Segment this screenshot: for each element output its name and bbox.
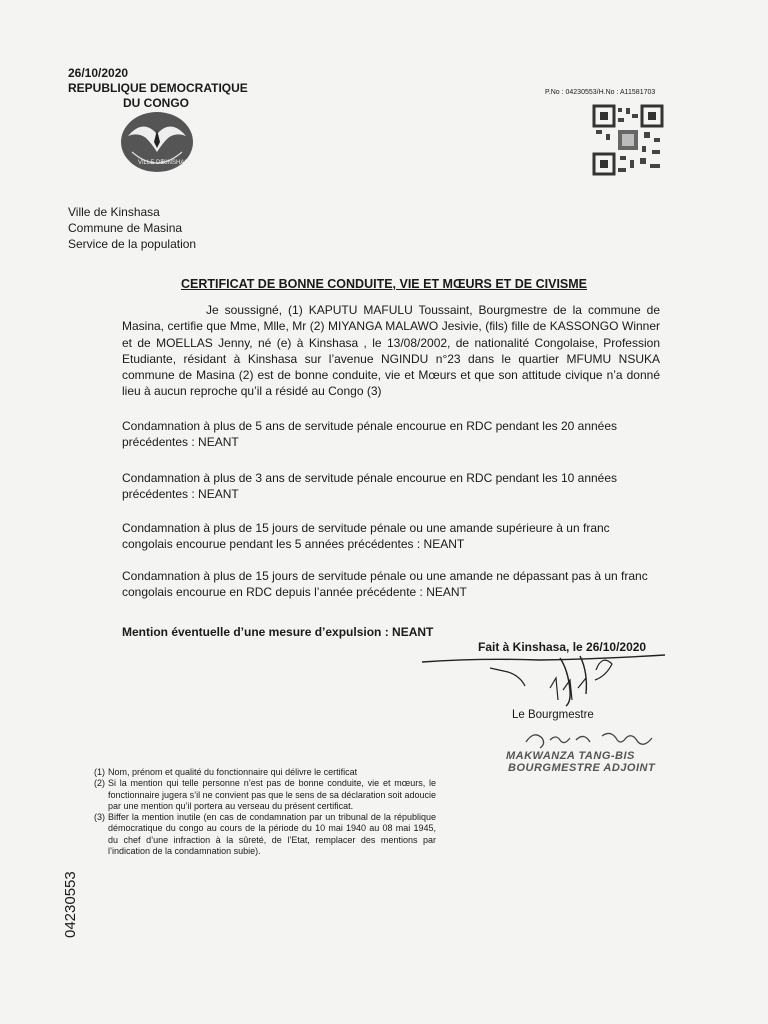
footnote-text: Si la mention qui telle personne n’est pas de bonne conduite, vie et mœurs, le fonctionnaire jugera s’il ne convient pas que le sens de sa déclaration soit adoucie par une mention qu’il portera au verseau du présent certificat.	[108, 778, 436, 811]
footnote-3	[94, 812, 436, 857]
handwritten-signature	[420, 650, 670, 710]
serial-number-block	[62, 838, 82, 938]
mayor-title: Le Bourgmestre	[512, 709, 594, 721]
svg-text:VILLE DE: VILLE DE	[138, 160, 165, 166]
footnote-number: (1)	[94, 767, 105, 777]
qr-code-icon	[592, 104, 664, 176]
stamp-name: MAKWANZA TANG-BIS	[506, 750, 635, 762]
certificate-body	[122, 302, 660, 400]
stamped-name-signature	[520, 726, 670, 750]
administration-block	[68, 204, 196, 252]
kinshasa-seal-icon	[118, 108, 196, 174]
country-name-line1: REPUBLIQUE DEMOCRATIQUE	[68, 81, 248, 95]
condemnation-3: Condamnation à plus de 15 jours de servitude pénale ou une amande supérieure à un franc congolais encourue pendant les 5 années précédentes : NEANT	[122, 521, 610, 551]
footnotes	[94, 767, 436, 857]
stamp-function: BOURGMESTRE ADJOINT	[508, 762, 656, 774]
country-name-line2: DU CONGO	[123, 96, 189, 110]
document-date: 26/10/2020	[68, 66, 129, 80]
place-and-date: Fait à Kinshasa, le 26/10/2020	[478, 640, 647, 654]
footnote-number: (2)	[94, 778, 105, 789]
condemnation-2: Condamnation à plus de 3 ans de servitude pénale encourue en RDC pendant les 10 années précédentes : NEANT	[122, 471, 618, 501]
commune-name: Commune de Masina	[68, 221, 183, 235]
body-paragraph: Je soussigné, (1) KAPUTU MAFULU Toussaint, Bourgmestre de la commune de Masina, certifie que Mme, Mlle, Mr (2) MIYANGA MALAWO Jesivie, (fils) fille de KASSONGO Winner et de MOELLAS Jenny, né (e) à Kinshasa , le 13/08/2002, de nationalité Congolaise, Profession Etudiante, résidant à Kinshasa sur l’avenue NGINDU n°23 dans le quartier MFUMU NSUKA commune de Masina (2) est de bonne conduite, vie et Mœurs et que son attitude civique n’a donné lieu à aucun reproche qu’il a résidé au Congo (3)	[122, 303, 660, 399]
footnote-text: Nom, prénom et qualité du fonctionnaire qui délivre le certificat	[108, 767, 358, 777]
serial-number: 04230553	[62, 871, 79, 938]
condemnation-4: Condamnation à plus de 15 jours de servitude pénale ou une amande ne dépassant pas à un franc congolais encourue en RDC depuis l’année précédente : NEANT	[122, 569, 648, 599]
condemnation-1: Condamnation à plus de 5 ans de servitude pénale encourue en RDC pendant les 20 années précédentes : NEANT	[122, 419, 618, 449]
city-name: Ville de Kinshasa	[68, 205, 160, 219]
footnote-text: Biffer la mention inutile (en cas de condamnation par un tribunal de la république démocratique du congo au cours de la période du 10 mai 1940 au 08 mai 1945, du chef d’une infraction à la sûreté, de l’Etat, remplacer des mentions par l’indication de la condamnation subie).	[108, 812, 436, 857]
svg-text:KINSHASA: KINSHASA	[162, 160, 193, 166]
footnote-number: (3)	[94, 812, 105, 823]
certificate-title: CERTIFICAT DE BONNE CONDUITE, VIE ET MŒURS ET DE CIVISME	[180, 277, 588, 291]
footnote-2	[94, 778, 436, 812]
footnote-1	[94, 767, 436, 778]
service-name: Service de la population	[68, 237, 197, 251]
expulsion-mention: Mention éventuelle d’une mesure d’expulsion : NEANT	[122, 625, 434, 639]
reference-number: P.No : 04230553/H.No : A11581703	[545, 89, 656, 96]
